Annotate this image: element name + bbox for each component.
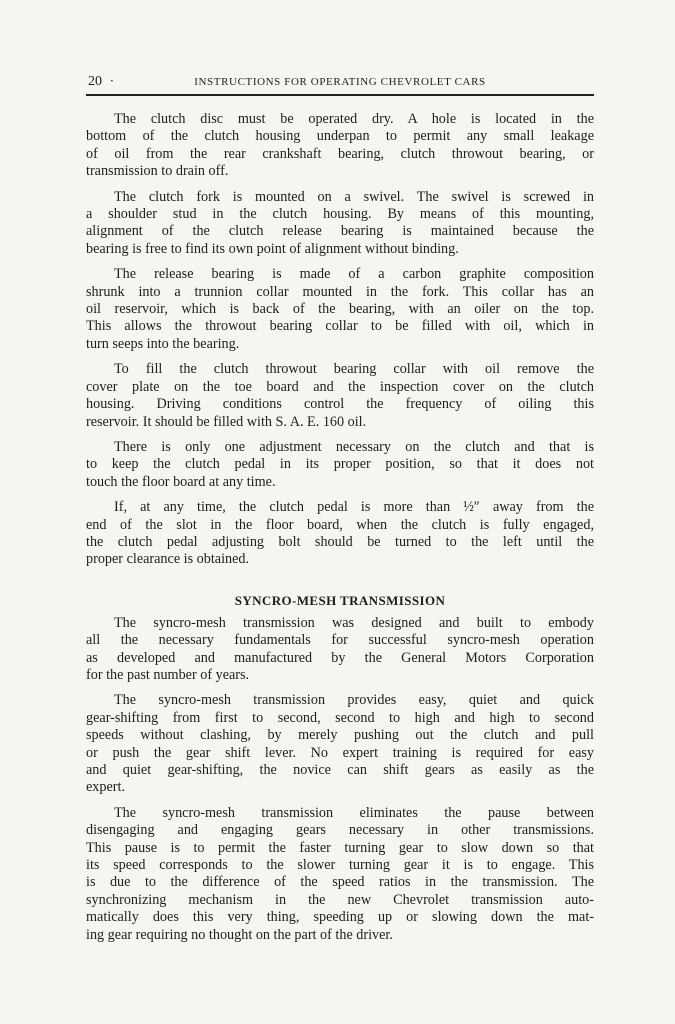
text-line: speeds without clashing, by merely pushing out the clutch and pull	[86, 727, 594, 744]
text-line: This pause is to permit the faster turning gear to slow down so that	[86, 839, 594, 856]
text-line: or push the gear shift lever. No expert training is required for easy	[86, 744, 594, 761]
text-line: shrunk into a trunnion collar mounted in the fork. This collar has an	[86, 283, 594, 300]
text-line: touch the floor board at any time.	[86, 473, 276, 490]
paragraph	[86, 499, 594, 569]
paragraph	[86, 805, 594, 944]
section-heading: SYNCRO-MESH TRANSMISSION	[234, 592, 446, 608]
text-line: end of the slot in the floor board, when the clutch is fully engaged,	[86, 516, 594, 533]
paragraph	[86, 692, 594, 796]
text-line: The release bearing is made of a carbon graphite composition	[114, 266, 594, 283]
text-line: as developed and manufactured by the General Motors Corporation	[86, 649, 594, 666]
clutch-section	[86, 111, 594, 569]
text-line: The syncro-mesh transmission was designed and built to embody	[114, 614, 594, 631]
text-line: synchronizing mechanism in the new Chevrolet transmission auto-	[86, 891, 594, 908]
text-line: and quiet gear-shifting, the novice can shift gears as easily as the	[86, 762, 594, 778]
paragraph	[86, 266, 594, 353]
text-line: If, at any time, the clutch pedal is more than ½″ away from the	[114, 499, 594, 516]
paragraph	[86, 615, 594, 685]
text-line: reservoir. It should be filled with S. A. E. 160 oil.	[86, 413, 367, 430]
running-title: INSTRUCTIONS FOR OPERATING CHEVROLET CARS	[194, 76, 486, 88]
text-line: all the necessary fundamentals for successful syncro-mesh operation	[86, 632, 594, 649]
text-line: transmission to drain off.	[86, 163, 229, 180]
text-line: proper clearance is obtained.	[86, 551, 250, 568]
text-line: is due to the difference of the speed ratios in the transmission. The	[86, 874, 594, 891]
text-line: cover plate on the toe board and the inspection cover on the clutch	[86, 378, 594, 395]
page-number-mark: ·	[110, 74, 114, 88]
page-header	[86, 74, 594, 96]
text-line: housing. Driving conditions control the frequency of oiling this	[86, 396, 594, 413]
text-line: bottom of the clutch housing underpan to permit any small leakage	[86, 128, 594, 145]
text-line: oil reservoir, which is back of the bearing, with an oiler on the top.	[86, 301, 594, 318]
text-line: The syncro-mesh transmission provides easy, quiet and quick	[114, 692, 594, 709]
paragraph	[86, 439, 594, 491]
text-line: the clutch pedal adjusting bolt should be turned to the left until the	[86, 533, 594, 550]
paragraph	[86, 111, 594, 181]
text-line: This allows the throwout bearing collar to be filled with oil, which in	[86, 318, 594, 335]
text-line: gear-shifting from first to second, second to high and high to second	[86, 709, 594, 726]
paragraph	[86, 189, 594, 259]
text-line: bearing is free to find its own point of alignment without binding.	[86, 240, 459, 257]
text-line: To fill the clutch throwout bearing collar with oil remove the	[114, 361, 594, 378]
text-line: matically does this very thing, speeding up or slowing down the mat-	[86, 909, 594, 926]
text-line: ing gear requiring no thought on the part of the driver.	[86, 926, 393, 943]
transmission-section	[86, 615, 594, 944]
text-line: of oil from the rear crankshaft bearing, clutch throwout bearing, or	[86, 145, 594, 162]
text-line: its speed corresponds to the slower turning gear it is to engage. This	[86, 857, 594, 874]
text-line: turn seeps into the bearing.	[86, 335, 240, 352]
page-number: 20	[88, 74, 102, 89]
text-line: alignment of the clutch release bearing is maintained because the	[86, 223, 594, 240]
text-line: There is only one adjustment necessary on the clutch and that is	[114, 438, 594, 455]
text-line: The clutch disc must be operated dry. A hole is located in the	[114, 111, 594, 127]
paragraph	[86, 361, 594, 431]
text-line: for the past number of years.	[86, 666, 250, 683]
text-line: The syncro-mesh transmission eliminates the pause between	[114, 804, 594, 821]
body-text	[86, 111, 594, 952]
text-line: disengaging and engaging gears necessary in other transmissions.	[86, 822, 594, 839]
text-line: to keep the clutch pedal in its proper position, so that it does not	[86, 456, 594, 473]
text-line: expert.	[86, 779, 125, 796]
text-line: a shoulder stud in the clutch housing. By means of this mounting,	[86, 206, 594, 223]
text-line: The clutch fork is mounted on a swivel. The swivel is screwed in	[114, 188, 594, 205]
